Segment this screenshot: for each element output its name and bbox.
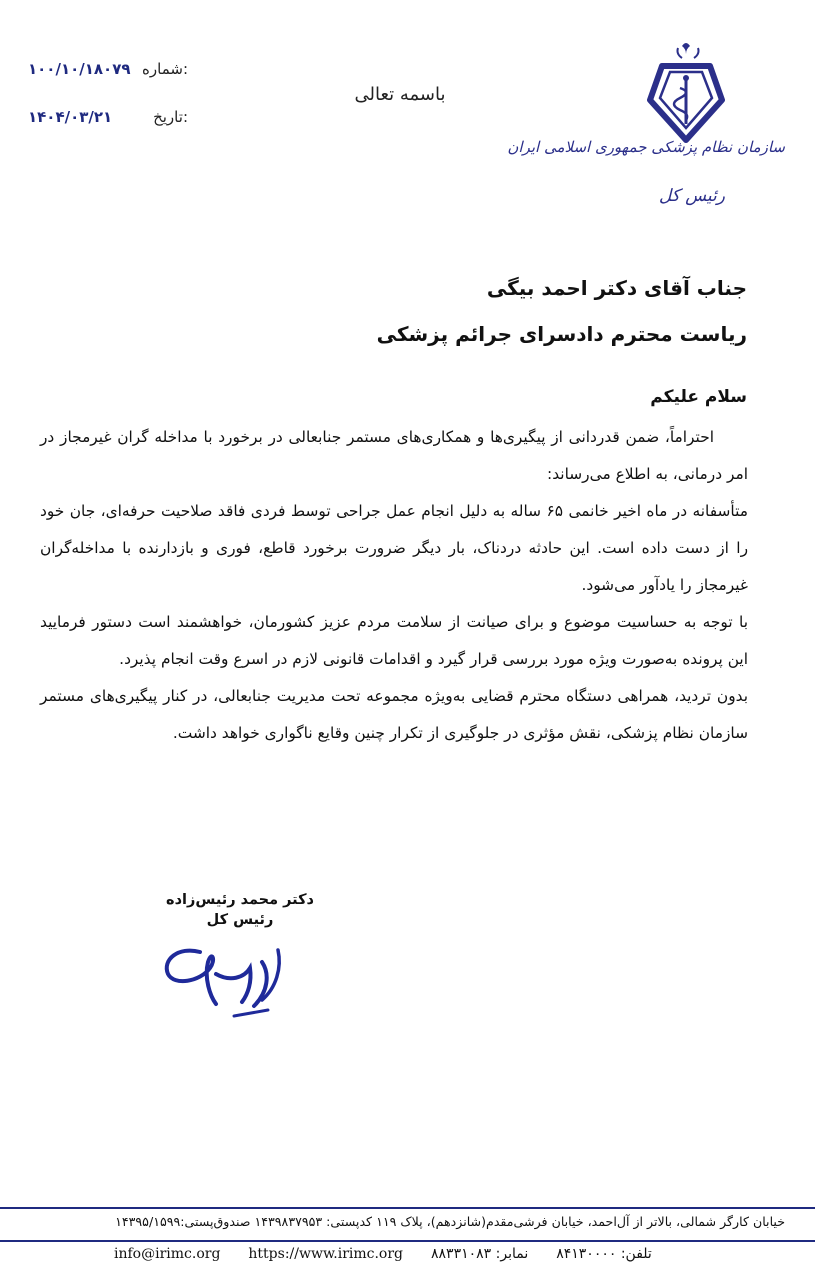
paragraph-request: با توجه به حساسیت موضوع و برای صیانت از سلامت مردم عزیز کشورمان، خواهشمند است دستور فرمایید این پرونده به‌صورت ویژه مورد بررسی قرار گیرد و اقدامات قانونی لازم در اسرع وقت انجام پذیرد. (40, 613, 748, 668)
footer-fax-label: نمابر: (495, 1246, 529, 1262)
footer-website[interactable]: https://www.irimc.org (248, 1246, 404, 1262)
footer-top-rule (0, 1207, 815, 1209)
handwritten-signature-icon (158, 938, 298, 1023)
letter-body (40, 419, 748, 752)
addressee-name: جناب آقای دکتر احمد بیگی (486, 276, 747, 300)
footer-contacts (114, 1246, 764, 1262)
paragraph-closing: بدون تردید، همراهی دستگاه محترم قضایی به‌ویژه مجموعه تحت مدیریت جنابعالی، در کنار پیگیری‌های مستمر سازمان نظام پزشکی، نقش مؤثری در جلوگیری از تکرار چنین وقایع ناگواری خواهد داشت. (40, 687, 748, 742)
greeting: سلام علیکم (650, 387, 747, 407)
addressee-title: ریاست محترم دادسرای جرائم پزشکی (376, 322, 747, 346)
footer-bottom-rule (0, 1240, 815, 1242)
signature-block (150, 892, 330, 928)
org-name: سازمان نظام پزشکی جمهوری اسلامی ایران (507, 138, 785, 156)
footer-phone-label: تلفن: (620, 1246, 652, 1262)
paragraph-incident: متأسفانه در ماه اخیر خانمی ۶۵ ساله به دلیل انجام عمل جراحی توسط فردی فاقد صلاحیت حرفه‌ای، جان خود را از دست داده است. این حادثه دردناک، بار دیگر ضرورت برخورد قاطع، فوری و بازدارنده با مداخله‌گران غیرمجاز را یادآور می‌شود. (40, 502, 748, 594)
footer-address: خیابان کارگر شمالی، بالاتر از آل‌احمد، خیابان فرشی‌مقدم(شانزدهم)، پلاک ۱۱۹ کدپستی: ۱۴۳۹۸۳۷۹۵۳ صندوق‌پستی:۱۴۳۹۵/۱۵۹۹ (115, 1214, 785, 1229)
footer-phone-number: ۸۴۱۳۰۰۰۰ (556, 1246, 617, 1262)
letter-date-label: تاریخ: (153, 108, 188, 126)
letter-meta (28, 60, 188, 136)
letter-number: ۱۰۰/۱۰/۱۸۰۷۹ (28, 60, 131, 78)
signer-name: دکتر محمد رئیس‌زاده (166, 892, 314, 908)
footer-fax-number: ۸۸۳۳۱۰۸۳ (431, 1246, 492, 1262)
footer-phone (556, 1246, 652, 1262)
footer-fax (431, 1246, 528, 1262)
footer-email[interactable]: info@irimc.org (114, 1246, 221, 1262)
letter-number-label: شماره: (142, 60, 188, 78)
medical-council-emblem-icon (600, 38, 785, 148)
letter-date: ۱۴۰۴/۰۳/۲۱ (28, 108, 113, 126)
org-subtitle: رئیس کل (658, 186, 725, 206)
page-title: باسمه تعالی (354, 84, 446, 105)
org-logo (507, 38, 785, 218)
signer-title: رئیس کل (206, 912, 274, 928)
paragraph-intro: احتراماً، ضمن قدردانی از پیگیری‌ها و همکاری‌های مستمر جنابعالی در برخورد با مداخله گران غیرمجاز در امر درمانی، به اطلاع می‌رساند: (40, 428, 748, 483)
